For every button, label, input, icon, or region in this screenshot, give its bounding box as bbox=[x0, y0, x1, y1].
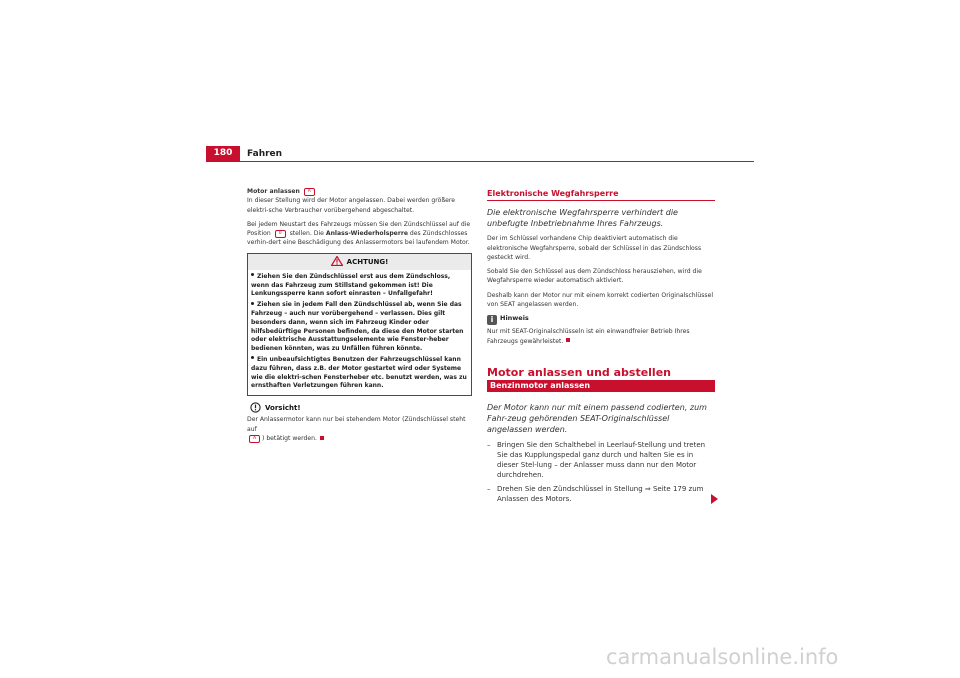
wegfahrsperre-para-2: Sobald Sie den Schlüssel aus dem Zündschloss herausziehen, wird die Wegfahrsperre wieder automatisch aktiviert. bbox=[487, 268, 702, 285]
neustart-text-a: Bei jedem Neustart des Fahrzeugs müssen Sie den Zündschlüssel auf die Position bbox=[247, 220, 471, 238]
subsection-bar-benzinmotor: Benzinmotor anlassen bbox=[487, 380, 715, 392]
warning-triangle-icon bbox=[331, 256, 343, 266]
right-column bbox=[487, 189, 715, 508]
hinweis-text: Nur mit SEAT-Originalschlüsseln ist ein einwandfreier Betrieb Ihres Fahrzeugs gewährleistet. bbox=[487, 328, 690, 345]
warning-header bbox=[248, 254, 471, 270]
position-a-tag: A bbox=[249, 435, 260, 443]
hinweis-paragraph bbox=[487, 327, 715, 346]
step-text: Bringen Sie den Schalthebel in Leerlauf-Stellung und treten Sie das Kupplungspedal ganz durch und halten Sie es in dieser Stel-lung – der Anlasser muss dann nur den Motor durchdrehen. bbox=[497, 441, 706, 480]
warning-item-text: Ziehen Sie den Zündschlüssel erst aus dem Zündschloss, wenn das Fahrzeug zum Stillstand gekommen ist! Die Lenkungssperre kann sofort einrasten – Unfallgefahr! bbox=[251, 272, 451, 298]
section-title-wegfahrsperre: Elektronische Wegfahrsperre bbox=[487, 189, 619, 198]
end-mark-icon bbox=[566, 338, 570, 342]
warning-item-text: Ein unbeaufsichtigtes Benutzen der Fahrzeugschlüssel kann dazu führen, dass z.B. der Motor gestartet wird oder Systeme wie die elektri-schen Fensterheber etc. benutzt werden, was zu ernsthaften Verletzungen führen kann. bbox=[251, 355, 467, 390]
warning-item-text: Ziehen sie in jedem Fall den Zündschlüssel ab, wenn Sie das Fahrzeug – auch nur vorübergehend – verlassen. Dies gilt besonders dann, wenn sich im Fahrzeug Kinder oder hilfsbedürftige Personen befinden, da diese den Motor starten oder elektrische Ausstattungselemente wie Fenster-heber bedienen könnten, was zu Unfällen führen könnte. bbox=[251, 301, 464, 353]
wegfahrsperre-para-1: Der im Schlüssel vorhandene Chip deaktiviert automatisch die elektronische Wegfahrsperre, sobald der Schlüssel in das Zündschloss gesteckt wird. bbox=[487, 235, 702, 261]
anlass-wiederholsperre-term: Anlass-Wiederholsperre bbox=[325, 230, 408, 238]
motor-anlassen-text: In dieser Stellung wird der Motor angelassen. Dabei werden größere elektri-sche Verbraucher vorübergehend abgeschaltet. bbox=[247, 197, 456, 214]
step-text: Drehen Sie den Zündschlüssel in Stellung ⇒ Seite 179 zum Anlassen des Motors. bbox=[497, 485, 704, 504]
motor-anlassen-heading: Motor anlassen bbox=[247, 188, 300, 195]
position-a-tag: A bbox=[304, 188, 315, 196]
neustart-text-b: stellen. Die bbox=[289, 230, 324, 238]
neustart-paragraph bbox=[247, 220, 472, 248]
lead-wegfahrsperre: Die elektronische Wegfahrsperre verhindert die unbefugte Inbetriebnahme Ihres Fahrzeugs. bbox=[487, 208, 678, 229]
lead-benzinmotor: Der Motor kann nur mit einem passend codierten, zum Fahr-zeug gehörenden SEAT-Originalschlüssel angelassen werden. bbox=[487, 403, 707, 435]
left-column bbox=[247, 187, 472, 448]
vorsicht-title: Vorsicht! bbox=[265, 404, 301, 413]
list-item bbox=[487, 440, 715, 480]
warning-box bbox=[247, 253, 472, 396]
warning-item bbox=[251, 273, 468, 299]
warning-title: ACHTUNG! bbox=[346, 257, 389, 266]
main-title-motor: Motor anlassen und abstellen bbox=[487, 365, 671, 379]
footer-watermark: carmanualsonline.info bbox=[606, 645, 839, 669]
dash-marker: – bbox=[487, 485, 491, 494]
caution-icon bbox=[250, 402, 261, 413]
end-mark-icon bbox=[320, 436, 324, 440]
info-icon: i bbox=[487, 315, 497, 325]
warning-body bbox=[248, 270, 471, 395]
motor-anlassen-block bbox=[247, 187, 472, 215]
section-rule bbox=[487, 200, 715, 201]
vorsicht-heading bbox=[247, 402, 472, 413]
vorsicht-text-a: Der Anlassermotor kann nur bei stehendem Motor (Zündschlüssel steht auf bbox=[247, 416, 466, 433]
position-0-tag: 0 bbox=[275, 230, 286, 238]
next-page-arrow-icon bbox=[711, 494, 718, 504]
wegfahrsperre-para-3: Deshalb kann der Motor nur mit einem korrekt codierten Originalschlüssel von SEAT angelassen werden. bbox=[487, 291, 714, 309]
dash-marker: – bbox=[487, 441, 491, 450]
vorsicht-text-b: ) betätigt werden. bbox=[262, 435, 317, 443]
list-item bbox=[487, 484, 715, 504]
header-rule bbox=[206, 161, 754, 162]
hinweis-title: Hinweis bbox=[500, 314, 529, 323]
neustart-text-c: des Zündschlosses verhin-dert eine Beschädigung des Anlassermotors bei laufendem Motor. bbox=[247, 230, 470, 247]
bullet-icon bbox=[251, 302, 254, 305]
page-number: 180 bbox=[206, 146, 240, 161]
step-list bbox=[487, 440, 715, 504]
warning-item bbox=[251, 356, 468, 391]
page-header-title: Fahren bbox=[247, 149, 283, 159]
vorsicht-paragraph bbox=[247, 415, 472, 443]
bullet-icon bbox=[251, 356, 254, 359]
warning-item bbox=[251, 301, 468, 354]
hinweis-heading bbox=[487, 314, 715, 325]
bullet-icon bbox=[251, 273, 254, 276]
